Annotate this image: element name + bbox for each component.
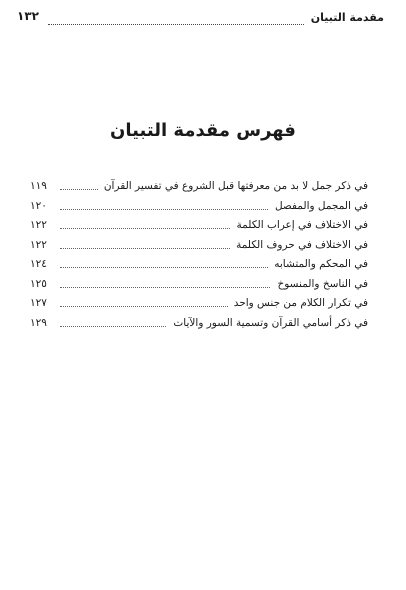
toc-page-number: ١٢٢ xyxy=(30,219,47,231)
toc-entry-title: في المجمل والمفصل xyxy=(269,200,368,212)
toc-page-number: ١٢٢ xyxy=(30,238,47,251)
index-title: فهرس مقدمة التبيان xyxy=(110,120,296,141)
toc-page-number: ١٢٠ xyxy=(30,199,47,212)
toc-entry-title: في الاختلاف في إعراب الكلمة xyxy=(231,219,368,231)
toc-page-number: ١١٩ xyxy=(30,180,47,192)
toc-entry xyxy=(30,180,368,200)
toc-page-number: ١٢٩ xyxy=(30,316,47,329)
table-of-contents xyxy=(30,180,368,336)
toc-entry xyxy=(30,317,368,337)
toc-entry-title: في ذكر جمل لا بد من معرفتها قبل الشروع في تفسير القرآن xyxy=(98,180,368,192)
toc-page-number: ١٢٤ xyxy=(30,258,47,270)
toc-entry xyxy=(30,200,368,220)
running-header xyxy=(0,0,406,40)
running-title: مقدمة التبيان xyxy=(310,11,384,24)
toc-page-number: ١٢٧ xyxy=(30,297,47,309)
toc-entry xyxy=(30,239,368,259)
toc-entry xyxy=(30,278,368,298)
toc-entry-title: في الناسخ والمنسوخ xyxy=(271,278,368,290)
toc-entry xyxy=(30,219,368,239)
toc-page-number: ١٢٥ xyxy=(30,277,47,290)
toc-entry-title: في المحكم والمتشابه xyxy=(268,258,368,270)
toc-entry-title: في تكرار الكلام من جنس واحد xyxy=(228,297,368,309)
header-dotted-rule xyxy=(48,24,304,25)
toc-entry xyxy=(30,258,368,278)
toc-entry xyxy=(30,297,368,317)
toc-entry-title: في ذكر أسامي القرآن وتسمية السور والآيات xyxy=(167,317,368,329)
page-number: ١٣٢ xyxy=(17,9,39,23)
toc-entry-title: في الاختلاف في حروف الكلمة xyxy=(230,239,368,251)
